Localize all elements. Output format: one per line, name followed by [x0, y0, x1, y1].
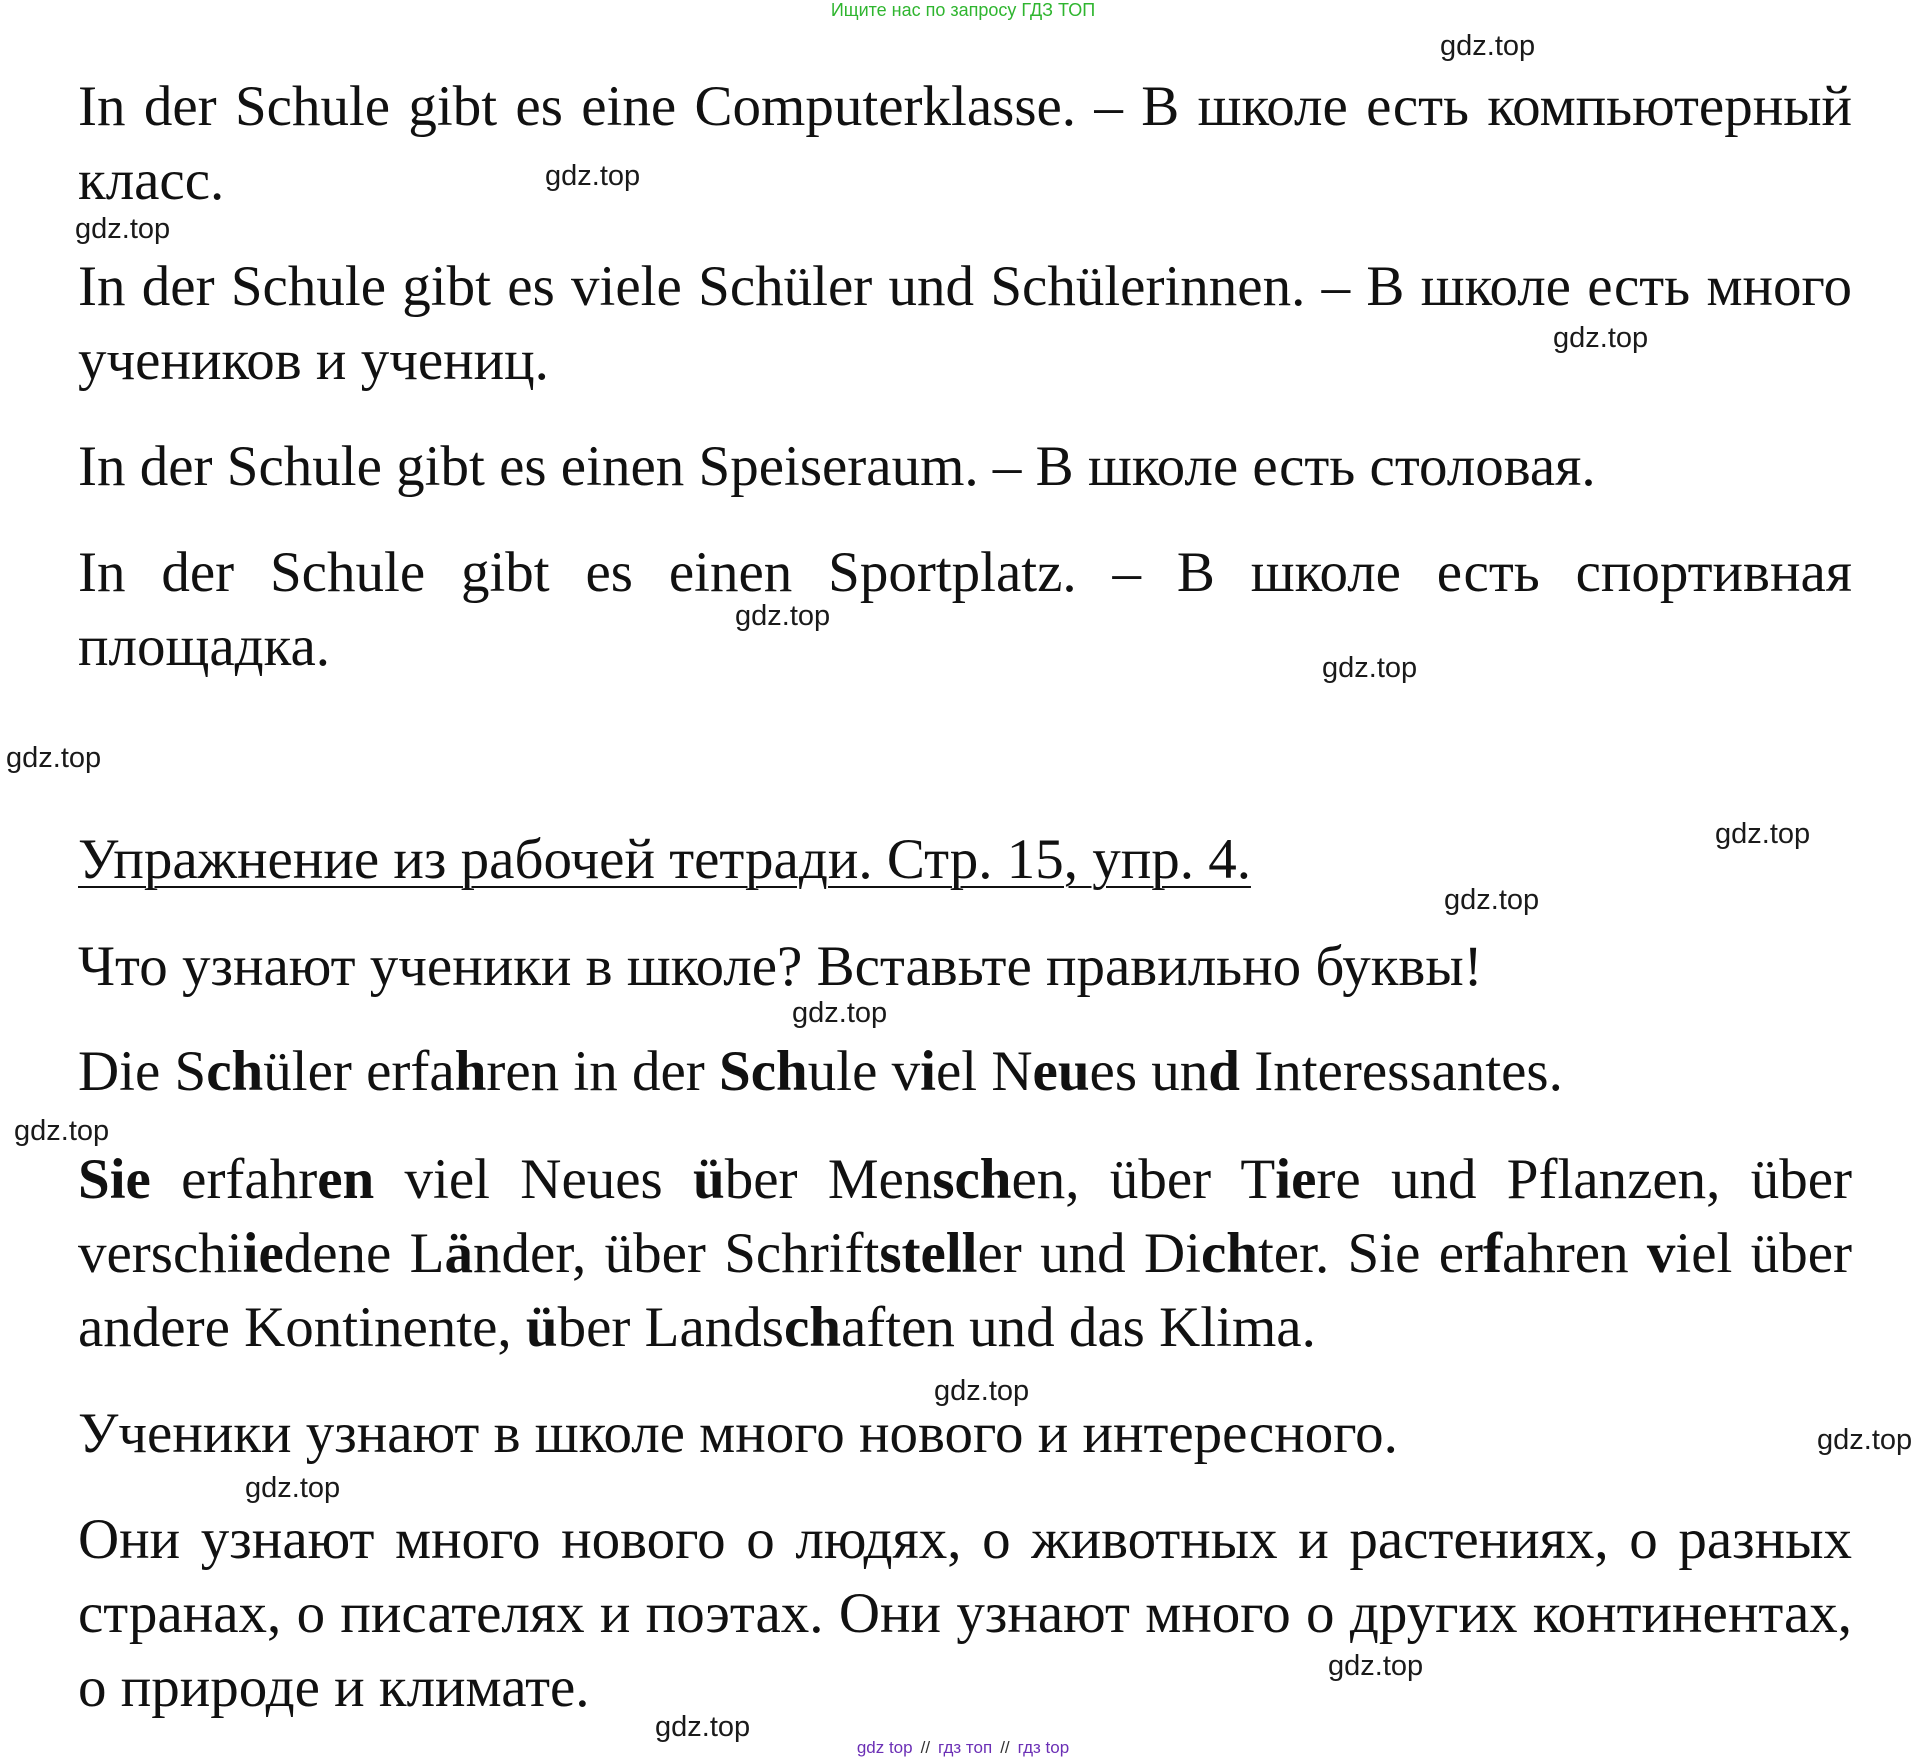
- exercise-task: Что узнают ученики в школе? Вставьте правильно буквы!: [78, 935, 1483, 998]
- inserted-letters: ü: [525, 1296, 558, 1359]
- inserted-letters: ch: [206, 1040, 264, 1103]
- inserted-letters: d: [1208, 1040, 1240, 1103]
- watermark-text: gdz.top: [934, 1375, 1030, 1407]
- russian-paragraph-2: Они узнают много нового о людях, о животных и растениях, о разных странах, о писателях и поэтах. Они узнают много о других континентах, о природе и климате.: [78, 1508, 1852, 1719]
- inserted-letters: Sch: [719, 1040, 808, 1103]
- inserted-letters: ch: [1200, 1222, 1258, 1285]
- text-segment: Interessantes.: [1239, 1040, 1563, 1103]
- footer-separator: //: [1000, 1738, 1010, 1757]
- watermark-text: gdz.top: [14, 1115, 110, 1147]
- footer-links: [0, 1738, 1926, 1758]
- inserted-letters: eu: [1032, 1040, 1090, 1103]
- footer-link-gdz-top-mixed[interactable]: гдз top: [1017, 1738, 1070, 1757]
- watermark-text: gdz.top: [1715, 818, 1811, 850]
- watermark-text: gdz.top: [6, 742, 102, 774]
- text-segment: ahren: [1501, 1222, 1647, 1285]
- paragraph-speiseraum: In der Schule gibt es einen Speiseraum. – В школе есть столовая.: [78, 435, 1596, 498]
- text-segment: nder, über Schrift: [473, 1222, 880, 1285]
- text-segment: ber Lands: [557, 1296, 784, 1359]
- text-segment: dene L: [283, 1222, 445, 1285]
- watermark-text: gdz.top: [1444, 884, 1540, 916]
- inserted-letters: ä: [444, 1222, 474, 1285]
- inserted-letters: h: [454, 1040, 487, 1103]
- inserted-letters: stell: [879, 1222, 978, 1285]
- text-segment: el N: [935, 1040, 1033, 1103]
- text-segment: üler erfa: [263, 1040, 455, 1103]
- inserted-letters: v: [1646, 1222, 1676, 1285]
- text-segment: er und Di: [977, 1222, 1201, 1285]
- inserted-letters: ie: [242, 1222, 284, 1285]
- german-sentence-1: [78, 1035, 1852, 1109]
- inserted-letters: Sie: [78, 1148, 151, 1211]
- footer-separator: //: [920, 1738, 931, 1757]
- watermark-text: gdz.top: [735, 600, 831, 632]
- watermark-text: gdz.top: [655, 1711, 751, 1743]
- search-banner[interactable]: Ищите нас по запросу ГДЗ ТОП: [830, 0, 1096, 20]
- watermark-text: gdz.top: [1817, 1424, 1913, 1456]
- watermark-text: gdz.top: [1553, 322, 1649, 354]
- text-segment: iel über andere Kontinente,: [78, 1222, 1852, 1359]
- footer-link-gdz-top-ru[interactable]: гдз топ: [938, 1738, 993, 1757]
- text-segment: Die S: [78, 1040, 207, 1103]
- watermark-text: gdz.top: [245, 1472, 341, 1504]
- paragraph-sportplatz: In der Schule gibt es einen Sportplatz. – В школе есть спортивная площадка.: [78, 541, 1852, 678]
- text-segment: en, über T: [1011, 1148, 1276, 1211]
- text-segment: erfahr: [150, 1148, 318, 1211]
- paragraph-schueler: In der Schule gibt es viele Schüler und Schülerinnen. – В школе есть много учеников и учениц.: [78, 255, 1852, 392]
- watermark-text: gdz.top: [1440, 30, 1536, 62]
- text-segment: ren in der: [486, 1040, 720, 1103]
- russian-sentence-1: Ученики узнают в школе много нового и интересного.: [78, 1402, 1398, 1465]
- text-segment: viel Neues: [374, 1148, 694, 1211]
- watermark-text: gdz.top: [1328, 1650, 1424, 1682]
- exercise-heading: Упражнение из рабочей тетради. Стр. 15, упр. 4.: [78, 828, 1251, 891]
- footer-link-gdz-top[interactable]: gdz top: [856, 1738, 913, 1757]
- text-segment: es un: [1089, 1040, 1209, 1103]
- text-segment: ter. Sie er: [1257, 1222, 1483, 1285]
- text-segment: re und Pflanzen, über verschi: [78, 1148, 1853, 1285]
- paragraph-computerklasse: In der Schule gibt es eine Computerklasse. – В школе есть компьютерный класс.: [78, 75, 1852, 212]
- inserted-letters: en: [317, 1148, 375, 1211]
- inserted-letters: f: [1483, 1222, 1502, 1285]
- text-segment: aften und das Klima.: [840, 1296, 1316, 1359]
- watermark-text: gdz.top: [1322, 652, 1418, 684]
- inserted-letters: ü: [693, 1148, 725, 1211]
- text-segment: ule v: [807, 1040, 921, 1103]
- inserted-letters: i: [920, 1040, 936, 1103]
- german-paragraph-2: [78, 1143, 1852, 1365]
- inserted-letters: sch: [932, 1148, 1012, 1211]
- watermark-text: gdz.top: [545, 160, 641, 192]
- inserted-letters: ch: [783, 1296, 841, 1359]
- text-segment: ber Men: [724, 1148, 933, 1211]
- inserted-letters: ie: [1275, 1148, 1317, 1211]
- watermark-text: gdz.top: [75, 213, 171, 245]
- watermark-text: gdz.top: [792, 997, 888, 1029]
